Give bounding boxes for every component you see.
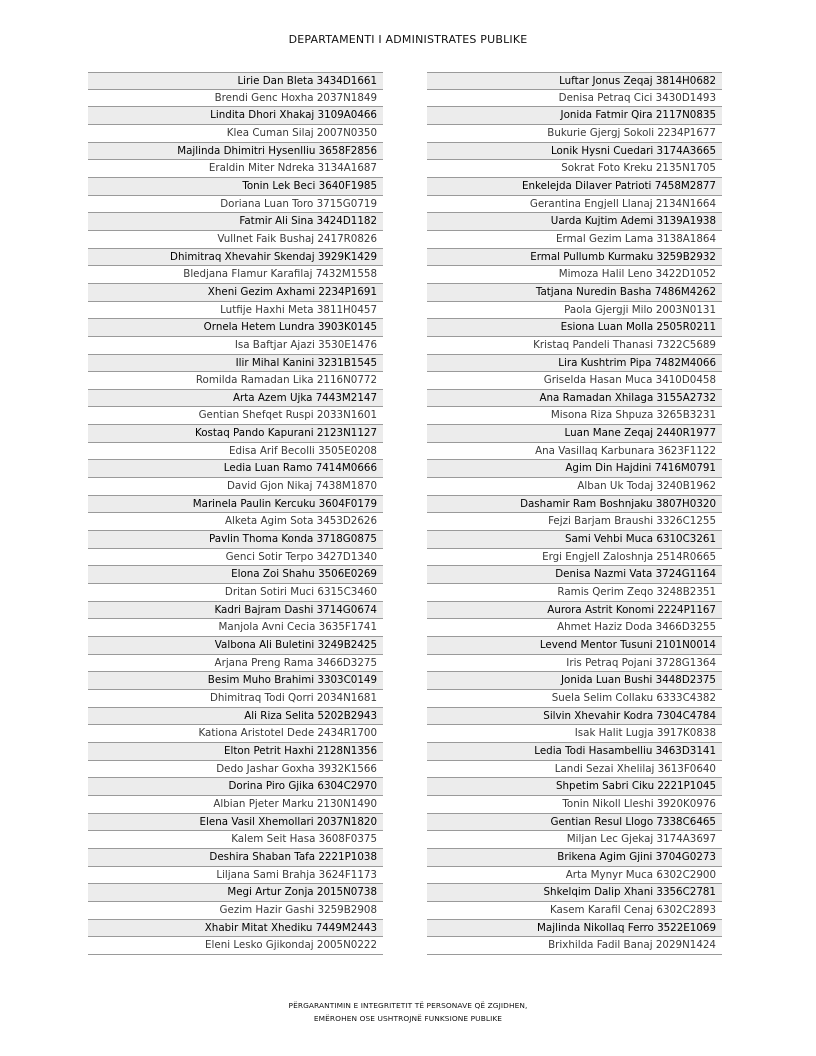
list-item: Eleni Lesko Gjikondaj 2005N0222 bbox=[88, 937, 383, 955]
page-footer bbox=[0, 999, 816, 1025]
page-title: DEPARTAMENTI I ADMINISTRATES PUBLIKE bbox=[288, 33, 528, 46]
list-item: Deshira Shaban Tafa 2221P1038 bbox=[88, 849, 383, 867]
list-item: Kristaq Pandeli Thanasi 7322C5689 bbox=[427, 337, 722, 355]
list-item: Agim Din Hajdini 7416M0791 bbox=[427, 460, 722, 478]
list-item: Manjola Avni Cecia 3635F1741 bbox=[88, 619, 383, 637]
list-item: Liljana Sami Brahja 3624F1173 bbox=[88, 867, 383, 885]
list-item: Ledia Luan Ramo 7414M0666 bbox=[88, 460, 383, 478]
list-item: Bukurie Gjergj Sokoli 2234P1677 bbox=[427, 125, 722, 143]
list-item: Kadri Bajram Dashi 3714G0674 bbox=[88, 602, 383, 620]
list-item: Ilir Mihal Kanini 3231B1545 bbox=[88, 355, 383, 373]
list-item: Jonida Luan Bushi 3448D2375 bbox=[427, 672, 722, 690]
list-item: Kalem Seit Hasa 3608F0375 bbox=[88, 831, 383, 849]
list-item: Ana Ramadan Xhilaga 3155A2732 bbox=[427, 390, 722, 408]
footer-line-1: PËRGARANTIMIN E INTEGRITETIT TË PERSONAVE QË ZGJIDHEN, bbox=[288, 1001, 528, 1010]
list-item: Ermal Gezim Lama 3138A1864 bbox=[427, 231, 722, 249]
list-item: Sokrat Foto Kreku 2135N1705 bbox=[427, 160, 722, 178]
list-item: Tatjana Nuredin Basha 7486M4262 bbox=[427, 284, 722, 302]
list-item: Uarda Kujtim Ademi 3139A1938 bbox=[427, 213, 722, 231]
list-item: Pavlin Thoma Konda 3718G0875 bbox=[88, 531, 383, 549]
left-name-column bbox=[88, 72, 383, 955]
list-item: Ahmet Haziz Doda 3466D3255 bbox=[427, 619, 722, 637]
list-item: Miljan Lec Gjekaj 3174A3697 bbox=[427, 831, 722, 849]
list-item: Elton Petrit Haxhi 2128N1356 bbox=[88, 743, 383, 761]
list-item: Dritan Sotiri Muci 6315C3460 bbox=[88, 584, 383, 602]
list-item: Brendi Genc Hoxha 2037N1849 bbox=[88, 90, 383, 108]
list-item: Paola Gjergji Milo 2003N0131 bbox=[427, 302, 722, 320]
list-item: Fatmir Ali Sina 3424D1182 bbox=[88, 213, 383, 231]
list-item: Lindita Dhori Xhakaj 3109A0466 bbox=[88, 107, 383, 125]
list-item: Silvin Xhevahir Kodra 7304C4784 bbox=[427, 708, 722, 726]
list-item: Klea Cuman Silaj 2007N0350 bbox=[88, 125, 383, 143]
list-item: Doriana Luan Toro 3715G0719 bbox=[88, 196, 383, 214]
list-item: Enkelejda Dilaver Patrioti 7458M2877 bbox=[427, 178, 722, 196]
list-item: Denisa Nazmi Vata 3724G1164 bbox=[427, 566, 722, 584]
list-item: Shkelqim Dalip Xhani 3356C2781 bbox=[427, 884, 722, 902]
list-item: Mimoza Halil Leno 3422D1052 bbox=[427, 266, 722, 284]
list-item: Dhimitraq Xhevahir Skendaj 3929K1429 bbox=[88, 249, 383, 267]
list-item: Edisa Arif Becolli 3505E0208 bbox=[88, 443, 383, 461]
list-item: Majlinda Dhimitri Hysenlliu 3658F2856 bbox=[88, 143, 383, 161]
list-item: Ornela Hetem Lundra 3903K0145 bbox=[88, 319, 383, 337]
list-item: Gerantina Engjell Llanaj 2134N1664 bbox=[427, 196, 722, 214]
list-item: Jonida Fatmir Qira 2117N0835 bbox=[427, 107, 722, 125]
list-item: Lonik Hysni Cuedari 3174A3665 bbox=[427, 143, 722, 161]
list-item: Landi Sezai Xhelilaj 3613F0640 bbox=[427, 761, 722, 779]
list-item: Xhabir Mitat Xhediku 7449M2443 bbox=[88, 920, 383, 938]
list-item: David Gjon Nikaj 7438M1870 bbox=[88, 478, 383, 496]
list-item: Isa Baftjar Ajazi 3530E1476 bbox=[88, 337, 383, 355]
list-item: Albian Pjeter Marku 2130N1490 bbox=[88, 796, 383, 814]
list-item: Brixhilda Fadil Banaj 2029N1424 bbox=[427, 937, 722, 955]
list-item: Ana Vasillaq Karbunara 3623F1122 bbox=[427, 443, 722, 461]
list-item: Majlinda Nikollaq Ferro 3522E1069 bbox=[427, 920, 722, 938]
list-item: Alketa Agim Sota 3453D2626 bbox=[88, 513, 383, 531]
list-item: Romilda Ramadan Lika 2116N0772 bbox=[88, 372, 383, 390]
list-item: Denisa Petraq Cici 3430D1493 bbox=[427, 90, 722, 108]
list-item: Xheni Gezim Axhami 2234P1691 bbox=[88, 284, 383, 302]
list-item: Fejzi Barjam Braushi 3326C1255 bbox=[427, 513, 722, 531]
list-item: Dhimitraq Todi Qorri 2034N1681 bbox=[88, 690, 383, 708]
list-item: Levend Mentor Tusuni 2101N0014 bbox=[427, 637, 722, 655]
list-item: Dorina Piro Gjika 6304C2970 bbox=[88, 778, 383, 796]
list-item: Iris Petraq Pojani 3728G1364 bbox=[427, 655, 722, 673]
list-item: Aurora Astrit Konomi 2224P1167 bbox=[427, 602, 722, 620]
list-item: Tonin Nikoll Lleshi 3920K0976 bbox=[427, 796, 722, 814]
list-item: Ergi Engjell Zaloshnja 2514R0665 bbox=[427, 549, 722, 567]
list-item: Luftar Jonus Zeqaj 3814H0682 bbox=[427, 72, 722, 90]
list-item: Suela Selim Collaku 6333C4382 bbox=[427, 690, 722, 708]
list-item: Kationa Aristotel Dede 2434R1700 bbox=[88, 725, 383, 743]
list-item: Ledia Todi Hasambelliu 3463D3141 bbox=[427, 743, 722, 761]
list-item: Griselda Hasan Muca 3410D0458 bbox=[427, 372, 722, 390]
list-item: Besim Muho Brahimi 3303C0149 bbox=[88, 672, 383, 690]
list-item: Kasem Karafil Cenaj 6302C2893 bbox=[427, 902, 722, 920]
list-item: Elena Vasil Xhemollari 2037N1820 bbox=[88, 814, 383, 832]
list-item: Lutfije Haxhi Meta 3811H0457 bbox=[88, 302, 383, 320]
list-item: Dashamir Ram Boshnjaku 3807H0320 bbox=[427, 496, 722, 514]
list-item: Gentian Resul Llogo 7338C6465 bbox=[427, 814, 722, 832]
list-item: Lirie Dan Bleta 3434D1661 bbox=[88, 72, 383, 90]
list-item: Eraldin Miter Ndreka 3134A1687 bbox=[88, 160, 383, 178]
list-item: Brikena Agim Gjini 3704G0273 bbox=[427, 849, 722, 867]
list-item: Shpetim Sabri Ciku 2221P1045 bbox=[427, 778, 722, 796]
list-item: Bledjana Flamur Karafilaj 7432M1558 bbox=[88, 266, 383, 284]
list-item: Lira Kushtrim Pipa 7482M4066 bbox=[427, 355, 722, 373]
list-item: Vullnet Faik Bushaj 2417R0826 bbox=[88, 231, 383, 249]
list-item: Sami Vehbi Muca 6310C3261 bbox=[427, 531, 722, 549]
list-item: Megi Artur Zonja 2015N0738 bbox=[88, 884, 383, 902]
list-item: Ermal Pullumb Kurmaku 3259B2932 bbox=[427, 249, 722, 267]
list-item: Esiona Luan Molla 2505R0211 bbox=[427, 319, 722, 337]
footer-line-2: EMËROHEN OSE USHTROJNË FUNKSIONE PUBLIKE bbox=[313, 1014, 503, 1023]
list-item: Tonin Lek Beci 3640F1985 bbox=[88, 178, 383, 196]
list-item: Arta Mynyr Muca 6302C2900 bbox=[427, 867, 722, 885]
list-item: Elona Zoi Shahu 3506E0269 bbox=[88, 566, 383, 584]
list-item: Arta Azem Ujka 7443M2147 bbox=[88, 390, 383, 408]
list-item: Valbona Ali Buletini 3249B2425 bbox=[88, 637, 383, 655]
list-item: Misona Riza Shpuza 3265B3231 bbox=[427, 407, 722, 425]
list-item: Ali Riza Selita 5202B2943 bbox=[88, 708, 383, 726]
list-item: Alban Uk Todaj 3240B1962 bbox=[427, 478, 722, 496]
list-item: Gezim Hazir Gashi 3259B2908 bbox=[88, 902, 383, 920]
list-item: Genci Sotir Terpo 3427D1340 bbox=[88, 549, 383, 567]
list-item: Gentian Shefqet Ruspi 2033N1601 bbox=[88, 407, 383, 425]
list-item: Dedo Jashar Goxha 3932K1566 bbox=[88, 761, 383, 779]
list-item: Marinela Paulin Kercuku 3604F0179 bbox=[88, 496, 383, 514]
list-item: Arjana Preng Rama 3466D3275 bbox=[88, 655, 383, 673]
list-item: Luan Mane Zeqaj 2440R1977 bbox=[427, 425, 722, 443]
right-name-column bbox=[427, 72, 722, 955]
list-item: Ramis Qerim Zeqo 3248B2351 bbox=[427, 584, 722, 602]
list-item: Isak Halit Lugja 3917K0838 bbox=[427, 725, 722, 743]
list-item: Kostaq Pando Kapurani 2123N1127 bbox=[88, 425, 383, 443]
